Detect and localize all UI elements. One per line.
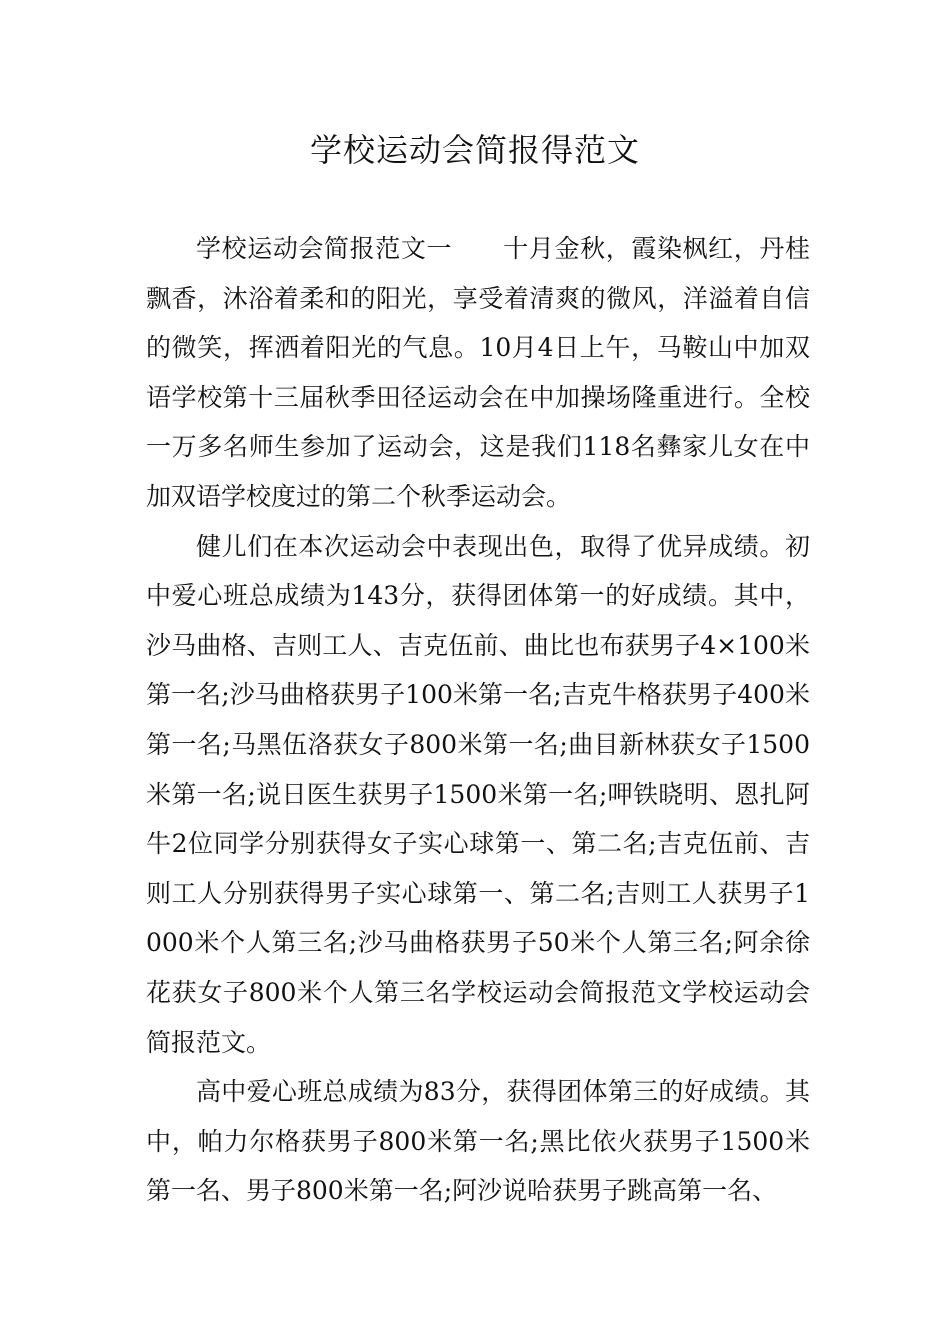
document-body <box>146 224 810 1216</box>
paragraph-2: 健儿们在本次运动会中表现出色，取得了优异成绩。初中爱心班总成绩为143分，获得团体第一的好成绩。其中，沙马曲格、吉则工人、吉克伍前、曲比也布获男子4×100米第一名;沙马曲格获男子100米第一名;吉克牛格获男子400米第一名;马黑伍洛获女子800米第一名;曲目新林获女子1500米第一名;说日医生获男子1500米第一名;呷铁晓明、恩扎阿牛2位同学分别获得女子实心球第一、第二名;吉克伍前、吉则工人分别获得男子实心球第一、第二名;吉则工人获男子1000米个人第三名;沙马曲格获男子50米个人第三名;阿余徐花获女子800米个人第三名学校运动会简报范文学校运动会简报范文。 <box>146 531 810 1057</box>
paragraph-3: 高中爱心班总成绩为83分，获得团体第三的好成绩。其中，帕力尔格获男子800米第一名;黑比依火获男子1500米第一名、男子800米第一名;阿沙说哈获男子跳高第一名、 <box>146 1077 810 1206</box>
paragraph-1: 学校运动会简报范文一 十月金秋，霞染枫红，丹桂飘香，沐浴着柔和的阳光，享受着清爽的微风，洋溢着自信的微笑，挥洒着阳光的气息。10月4日上午，马鞍山中加双语学校第十三届秋季田径运动会在中加操场隆重进行。全校一万多名师生参加了运动会，这是我们118名彝家儿女在中加双语学校度过的第二个秋季运动会。 <box>146 234 810 511</box>
document-title: 学校运动会简报得范文 <box>309 131 640 169</box>
